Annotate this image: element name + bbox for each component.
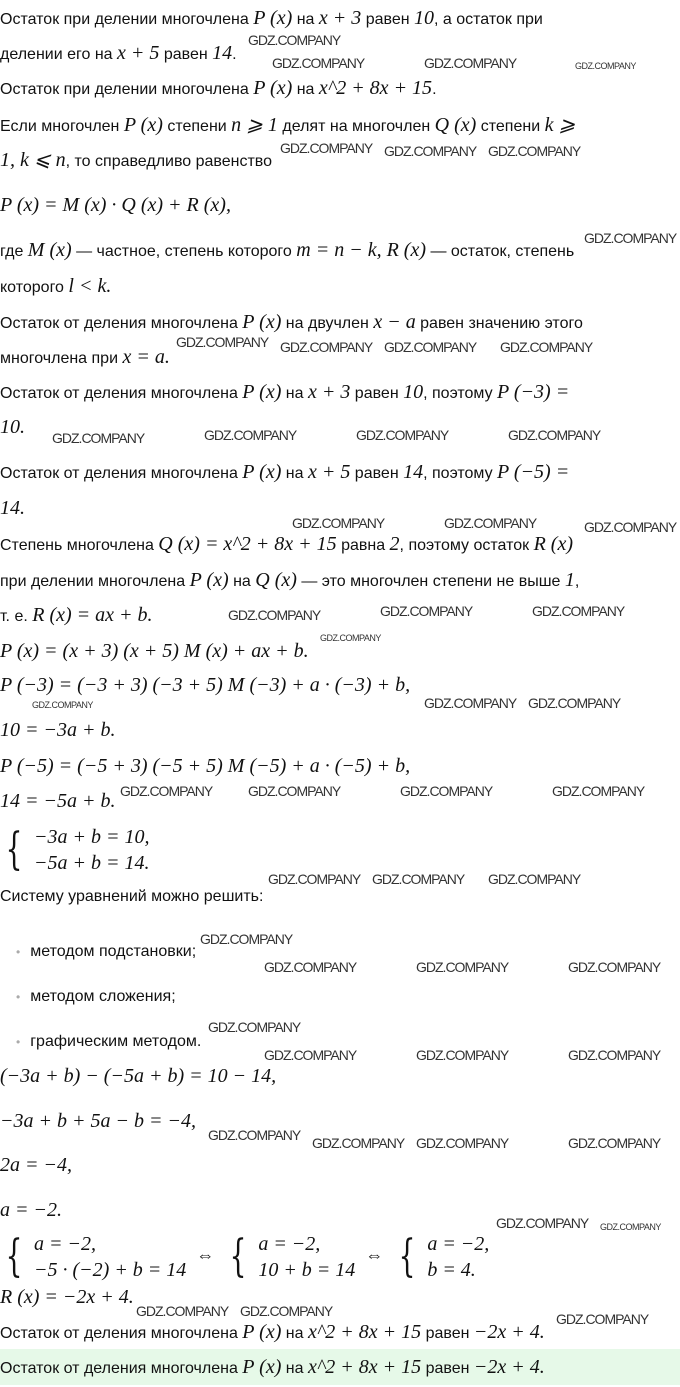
watermark: GDZ.COMPANY — [444, 515, 537, 531]
text-line — [0, 238, 574, 262]
text-line — [0, 1198, 62, 1222]
math-expression: R (x) = −2x + 4. — [0, 1286, 134, 1308]
text-line — [0, 603, 153, 627]
text-line — [0, 1064, 276, 1088]
math-expression: R (x) = ax + b. — [32, 604, 153, 626]
math-expression: m = n − k, R (x) — [296, 239, 426, 261]
math-expression: M (x) — [27, 239, 72, 261]
text: равен — [159, 46, 213, 63]
text: , а остаток при — [434, 11, 543, 28]
math-expression: x + 3 — [318, 7, 362, 29]
system-equation: b = 4. — [427, 1258, 476, 1281]
text: — частное, степень которого — [71, 243, 297, 260]
watermark: GDZ.COMPANY — [248, 32, 341, 48]
text: делении его на — [0, 46, 117, 63]
text-line — [0, 6, 543, 30]
system-rows — [427, 1231, 489, 1283]
text-line — [0, 460, 569, 484]
system-equation: −5 · (−2) + b = 14 — [34, 1258, 187, 1281]
text: , поэтому остаток — [399, 537, 534, 554]
text-line — [0, 822, 150, 878]
text: на — [281, 385, 308, 402]
math-expression: P (−5) = — [497, 461, 570, 483]
text-line — [0, 754, 410, 778]
math-expression: −2x + 4. — [473, 1356, 545, 1378]
math-expression: x + 5 — [307, 461, 351, 483]
text-line — [0, 310, 583, 334]
brace-icon: { — [398, 1230, 416, 1282]
text-line — [0, 193, 231, 217]
math-expression: 1, k ⩽ n — [0, 149, 66, 171]
text: равен — [350, 465, 404, 482]
text-line — [16, 1030, 201, 1054]
brace-icon: { — [229, 1230, 247, 1282]
equivalence-sign: ⇔ — [196, 1245, 215, 1265]
math-expression: P (−5) = (−5 + 3) (−5 + 5) M (−5) + a · (−5) + b, — [0, 755, 411, 777]
math-expression: l < k. — [68, 275, 112, 297]
text: которого — [0, 279, 69, 296]
text-line — [0, 639, 309, 663]
text-line — [0, 496, 25, 520]
text: Остаток от деления многочлена — [0, 315, 243, 332]
text: Остаток от деления многочлена — [0, 385, 243, 402]
math-expression: 14 = −5a + b. — [0, 790, 116, 812]
equivalence-sign: ⇔ — [365, 1245, 384, 1265]
text-line — [0, 1320, 545, 1344]
text-line — [0, 789, 116, 813]
text: Остаток от деления многочлена — [0, 1325, 243, 1342]
text: на — [292, 81, 319, 98]
math-expression: x − a — [373, 311, 416, 333]
math-expression: P (−3) = — [497, 381, 570, 403]
text-line — [0, 568, 579, 592]
text: т. е. — [0, 608, 33, 625]
watermark: GDZ.COMPANY — [488, 143, 581, 159]
watermark: GDZ.COMPANY — [208, 1127, 301, 1143]
brace-icon: { — [5, 1230, 23, 1282]
text: на — [281, 1360, 308, 1377]
system-equation: 10 + b = 14 — [258, 1258, 356, 1281]
watermark: GDZ.COMPANY — [264, 959, 357, 975]
watermark: GDZ.COMPANY — [568, 959, 661, 975]
watermark: GDZ.COMPANY — [488, 871, 581, 887]
math-expression: x^2 + 8x + 15 — [307, 1321, 422, 1343]
text: , — [574, 573, 580, 590]
watermark: GDZ.COMPANY — [528, 695, 621, 711]
list-item: методом сложения; — [30, 988, 176, 1005]
text-line — [0, 76, 437, 100]
math-expression: n ⩾ 1 — [231, 114, 278, 136]
math-expression: −2x + 4. — [473, 1321, 545, 1343]
math-expression: P (x) — [242, 1356, 282, 1378]
text: , поэтому — [423, 385, 498, 402]
math-expression: P (x) — [242, 1321, 282, 1343]
text-line — [0, 1153, 72, 1177]
text: равна — [336, 537, 390, 554]
text: — остаток, степень — [426, 243, 575, 260]
watermark: GDZ.COMPANY — [556, 1311, 649, 1327]
watermark: GDZ.COMPANY — [228, 607, 321, 623]
text-line — [0, 532, 573, 556]
watermark: GDZ.COMPANY — [400, 783, 493, 799]
math-expression: P (x) — [242, 311, 282, 333]
watermark: GDZ.COMPANY — [120, 783, 213, 799]
math-expression: 10 — [414, 7, 434, 29]
text: равен значению этого — [415, 315, 583, 332]
watermark: GDZ.COMPANY — [240, 1303, 333, 1319]
watermark: GDZ.COMPANY — [552, 783, 645, 799]
watermark: GDZ.COMPANY — [575, 61, 636, 71]
watermark: GDZ.COMPANY — [268, 871, 361, 887]
math-expression: k ⩾ — [544, 114, 576, 136]
math-expression: 10. — [0, 416, 25, 438]
text-line — [0, 718, 116, 742]
text: Если многочлен — [0, 118, 124, 135]
text-line — [0, 148, 272, 172]
watermark: GDZ.COMPANY — [532, 603, 625, 619]
text: Систему уравнений можно решить: — [0, 888, 264, 905]
watermark: GDZ.COMPANY — [568, 1135, 661, 1151]
watermark: GDZ.COMPANY — [200, 931, 293, 947]
math-expression: 14 — [403, 461, 424, 483]
watermark: GDZ.COMPANY — [136, 1303, 229, 1319]
text: делят на многочлен — [277, 118, 435, 135]
math-expression: 1 — [564, 569, 575, 591]
text: на — [281, 1325, 308, 1342]
watermark: GDZ.COMPANY — [600, 1222, 661, 1232]
math-expression: P (x) — [189, 569, 229, 591]
watermark: GDZ.COMPANY — [568, 1047, 661, 1063]
text: Остаток от деления многочлена — [0, 1360, 243, 1377]
math-expression: −3a + b + 5a − b = −4, — [0, 1110, 196, 1132]
watermark: GDZ.COMPANY — [424, 695, 517, 711]
watermark: GDZ.COMPANY — [320, 633, 381, 643]
text: равен — [421, 1325, 474, 1342]
text: на — [228, 573, 256, 590]
text-line — [0, 885, 263, 909]
list-item: графическим методом. — [30, 1033, 202, 1050]
math-expression: P (x) — [123, 114, 163, 136]
text-line — [16, 940, 196, 964]
text: равен — [421, 1360, 474, 1377]
math-expression: 10 = −3a + b. — [0, 719, 116, 741]
math-expression: Q (x) — [255, 569, 297, 591]
text-line — [0, 1109, 196, 1133]
math-expression: 14 — [212, 42, 233, 64]
watermark: GDZ.COMPANY — [52, 430, 145, 446]
equation-system — [0, 824, 150, 876]
watermark: GDZ.COMPANY — [208, 1019, 301, 1035]
text: Остаток от деления многочлена — [0, 465, 243, 482]
math-expression: R (x) — [533, 533, 573, 555]
text: на двучлен — [281, 315, 374, 332]
text: равен — [361, 11, 414, 28]
text-line — [0, 415, 25, 439]
text-line — [0, 1285, 134, 1309]
math-expression: P (x) — [253, 7, 293, 29]
equation-system — [0, 1231, 186, 1283]
system-rows — [258, 1231, 355, 1283]
math-expression: P (x) — [253, 77, 293, 99]
watermark: GDZ.COMPANY — [272, 55, 365, 71]
watermark: GDZ.COMPANY — [204, 427, 297, 443]
text-line — [0, 380, 569, 404]
system-rows — [34, 1231, 186, 1283]
math-expression: Q (x) = x^2 + 8x + 15 — [158, 533, 337, 555]
bullet-icon: • — [16, 1035, 21, 1049]
text: . — [232, 46, 237, 63]
text: на — [281, 465, 308, 482]
equation-system — [393, 1231, 489, 1283]
math-expression: 2a = −4, — [0, 1154, 72, 1176]
watermark: GDZ.COMPANY — [508, 427, 601, 443]
watermark: GDZ.COMPANY — [384, 339, 477, 355]
system-equation: a = −2, — [258, 1232, 321, 1255]
text-line — [0, 41, 237, 65]
math-expression: a = −2. — [0, 1199, 62, 1221]
text: Остаток при делении многочлена — [0, 81, 254, 98]
watermark: GDZ.COMPANY — [372, 871, 465, 887]
watermark: GDZ.COMPANY — [384, 143, 477, 159]
watermark: GDZ.COMPANY — [312, 1135, 405, 1151]
text-line — [0, 1227, 489, 1283]
list-item: методом подстановки; — [30, 943, 197, 960]
math-expression: x = a. — [122, 346, 170, 368]
watermark: GDZ.COMPANY — [32, 700, 93, 710]
math-expression: x^2 + 8x + 15 — [307, 1356, 422, 1378]
math-expression: x + 3 — [307, 381, 351, 403]
text: где — [0, 243, 28, 260]
watermark: GDZ.COMPANY — [176, 334, 269, 350]
system-rows — [34, 824, 150, 876]
math-expression: P (x) — [242, 381, 282, 403]
text-line — [0, 113, 575, 137]
text: , поэтому — [423, 465, 498, 482]
system-equation: a = −2, — [34, 1232, 96, 1255]
text: при делении многочлена — [0, 573, 190, 590]
text: , то справедливо равенство — [65, 153, 273, 170]
text: Остаток при делении многочлена — [0, 11, 254, 28]
text-line — [16, 985, 176, 1009]
brace-icon: { — [5, 823, 23, 875]
watermark: GDZ.COMPANY — [416, 1047, 509, 1063]
watermark: GDZ.COMPANY — [248, 783, 341, 799]
watermark: GDZ.COMPANY — [380, 603, 473, 619]
text: . — [432, 81, 437, 98]
text: многочлена при — [0, 350, 123, 367]
math-expression: x + 5 — [117, 42, 160, 64]
system-equation: −5a + b = 14. — [34, 851, 150, 874]
math-expression: P (x) = M (x) · Q (x) + R (x), — [0, 194, 231, 216]
math-expression: Q (x) — [434, 114, 477, 136]
watermark: GDZ.COMPANY — [292, 515, 385, 531]
watermark: GDZ.COMPANY — [356, 427, 449, 443]
text: — это многочлен степени не выше — [296, 573, 565, 590]
watermark: GDZ.COMPANY — [584, 230, 677, 246]
text-line — [0, 274, 111, 298]
bullet-icon: • — [16, 990, 21, 1004]
watermark: GDZ.COMPANY — [416, 959, 509, 975]
watermark: GDZ.COMPANY — [416, 1135, 509, 1151]
math-expression: 14. — [0, 497, 25, 519]
math-expression: 2 — [389, 533, 400, 555]
text: Степень многочлена — [0, 537, 159, 554]
math-expression: (−3a + b) − (−5a + b) = 10 − 14, — [0, 1065, 277, 1087]
watermark: GDZ.COMPANY — [280, 140, 373, 156]
math-expression: P (−3) = (−3 + 3) (−3 + 5) M (−3) + a · (−3) + b, — [0, 674, 411, 696]
text-line — [0, 673, 410, 697]
watermark: GDZ.COMPANY — [496, 1215, 589, 1231]
text-line — [0, 345, 170, 369]
answer-highlight — [0, 1349, 680, 1385]
watermark: GDZ.COMPANY — [424, 55, 517, 71]
watermark: GDZ.COMPANY — [500, 339, 593, 355]
equation-system — [224, 1231, 355, 1283]
watermark: GDZ.COMPANY — [280, 339, 373, 355]
math-expression: P (x) = (x + 3) (x + 5) M (x) + ax + b. — [0, 640, 309, 662]
math-expression: 10 — [403, 381, 424, 403]
text: на — [292, 11, 319, 28]
text: равен — [350, 385, 404, 402]
watermark: GDZ.COMPANY — [584, 519, 677, 535]
math-expression: x^2 + 8x + 15 — [318, 77, 433, 99]
system-equation: a = −2, — [427, 1232, 490, 1255]
text: степени — [162, 118, 232, 135]
watermark: GDZ.COMPANY — [264, 1047, 357, 1063]
system-equation: −3a + b = 10, — [34, 825, 150, 848]
text: степени — [476, 118, 545, 135]
math-expression: P (x) — [242, 461, 282, 483]
bullet-icon: • — [16, 945, 21, 959]
